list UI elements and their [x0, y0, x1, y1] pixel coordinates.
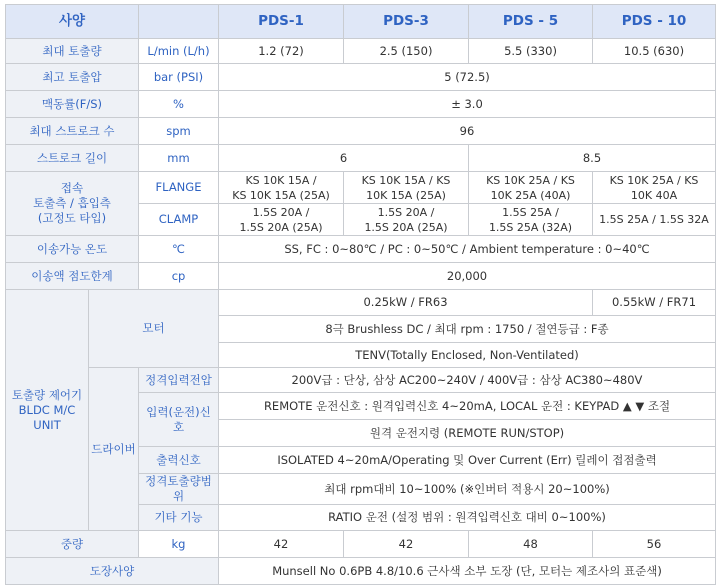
- weight-v2: 42: [344, 531, 469, 558]
- weight-v4: 56: [593, 531, 716, 558]
- output-signal-label: 출력신호: [139, 447, 219, 474]
- weight-unit: kg: [139, 531, 219, 558]
- max-pressure-unit: bar (PSI): [139, 64, 219, 91]
- clamp-v4: 1.5S 25A / 1.5S 32A: [593, 204, 716, 236]
- max-flow-v4: 10.5 (630): [593, 39, 716, 64]
- header-model-1: PDS-1: [219, 5, 344, 39]
- row-max-stroke: [6, 118, 716, 145]
- row-stroke-length: [6, 145, 716, 172]
- flange-v4: KS 10K 25A / KS 10K 40A: [593, 172, 716, 204]
- motor-type-value: 8극 Brushless DC / 최대 rpm : 1750 / 절연등급 : F종: [219, 316, 716, 343]
- input-signal-value-2: 원격 운전지령 (REMOTE RUN/STOP): [219, 420, 716, 447]
- output-signal-value: ISOLATED 4~20mA/Operating 및 Over Current (Err) 릴레이 접점출력: [219, 447, 716, 474]
- spec-table: [5, 4, 716, 585]
- pulsation-unit: %: [139, 91, 219, 118]
- controller-label: 토출량 제어기 BLDC M/C UNIT: [6, 290, 89, 531]
- row-weight: [6, 531, 716, 558]
- header-unit-blank: [139, 5, 219, 39]
- max-pressure-value: 5 (72.5): [219, 64, 716, 91]
- viscosity-value: 20,000: [219, 263, 716, 290]
- motor-power-123: 0.25kW / FR63: [219, 290, 593, 316]
- connection-label: 접속 토출측 / 흡입측 (고정도 타입): [6, 172, 139, 236]
- row-viscosity: [6, 263, 716, 290]
- header-row: [6, 5, 716, 39]
- max-stroke-unit: spm: [139, 118, 219, 145]
- motor-enclosure-value: TENV(Totally Enclosed, Non-Ventilated): [219, 343, 716, 368]
- max-flow-v3: 5.5 (330): [469, 39, 593, 64]
- clamp-unit: CLAMP: [139, 204, 219, 236]
- row-motor-power: [6, 290, 716, 316]
- row-flange: [6, 172, 716, 204]
- max-stroke-value: 96: [219, 118, 716, 145]
- flange-v2: KS 10K 15A / KS 10K 15A (25A): [344, 172, 469, 204]
- flange-unit: FLANGE: [139, 172, 219, 204]
- stroke-length-label: 스트로크 길이: [6, 145, 139, 172]
- row-temperature: [6, 236, 716, 263]
- max-stroke-label: 최대 스트로크 수: [6, 118, 139, 145]
- temperature-value: SS, FC : 0~80℃ / PC : 0~50℃ / Ambient temperature : 0~40℃: [219, 236, 716, 263]
- input-signal-value-1: REMOTE 운전신호 : 원격입력신호 4~20mA, LOCAL 운전 : KEYPAD ▲ ▼ 조절: [219, 393, 716, 420]
- weight-v3: 48: [469, 531, 593, 558]
- weight-v1: 42: [219, 531, 344, 558]
- stroke-length-v12: 6: [219, 145, 469, 172]
- row-rated-voltage: [6, 368, 716, 393]
- row-max-pressure: [6, 64, 716, 91]
- paint-label: 도장사양: [6, 558, 219, 585]
- header-model-2: PDS-3: [344, 5, 469, 39]
- pulsation-label: 맥동률(F/S): [6, 91, 139, 118]
- stroke-length-v34: 8.5: [469, 145, 716, 172]
- rated-range-value: 최대 rpm대비 10~100% (※인버터 적용시 20~100%): [219, 474, 716, 505]
- flange-v3: KS 10K 25A / KS 10K 25A (40A): [469, 172, 593, 204]
- max-flow-unit: L/min (L/h): [139, 39, 219, 64]
- rated-voltage-value: 200V급 : 단상, 삼상 AC200~240V / 400V급 : 삼상 AC380~480V: [219, 368, 716, 393]
- weight-label: 중량: [6, 531, 139, 558]
- row-paint: [6, 558, 716, 585]
- flange-v1: KS 10K 15A / KS 10K 15A (25A): [219, 172, 344, 204]
- header-spec: 사양: [6, 5, 139, 39]
- stroke-length-unit: mm: [139, 145, 219, 172]
- temperature-label: 이송가능 온도: [6, 236, 139, 263]
- header-model-3: PDS - 5: [469, 5, 593, 39]
- clamp-v1: 1.5S 20A / 1.5S 20A (25A): [219, 204, 344, 236]
- driver-label: 드라이버: [89, 368, 139, 531]
- max-flow-label: 최대 토출량: [6, 39, 139, 64]
- clamp-v3: 1.5S 25A / 1.5S 25A (32A): [469, 204, 593, 236]
- rated-voltage-label: 정격입력전압: [139, 368, 219, 393]
- max-pressure-label: 최고 토출압: [6, 64, 139, 91]
- input-signal-label: 입력(운전)신호: [139, 393, 219, 447]
- paint-value: Munsell No 0.6PB 4.8/10.6 근사색 소부 도장 (단, 모터는 제조사의 표준색): [219, 558, 716, 585]
- other-function-label: 기타 기능: [139, 505, 219, 531]
- motor-power-4: 0.55kW / FR71: [593, 290, 716, 316]
- rated-range-label: 정격토출량범위: [139, 474, 219, 505]
- viscosity-label: 이송액 점도한계: [6, 263, 139, 290]
- other-function-value: RATIO 운전 (설정 범위 : 원격입력신호 대비 0~100%): [219, 505, 716, 531]
- clamp-v2: 1.5S 20A / 1.5S 20A (25A): [344, 204, 469, 236]
- max-flow-v1: 1.2 (72): [219, 39, 344, 64]
- pulsation-value: ± 3.0: [219, 91, 716, 118]
- max-flow-v2: 2.5 (150): [344, 39, 469, 64]
- viscosity-unit: cp: [139, 263, 219, 290]
- header-model-4: PDS - 10: [593, 5, 716, 39]
- motor-label: 모터: [89, 290, 219, 368]
- row-pulsation: [6, 91, 716, 118]
- row-max-flow: [6, 39, 716, 64]
- temperature-unit: ℃: [139, 236, 219, 263]
